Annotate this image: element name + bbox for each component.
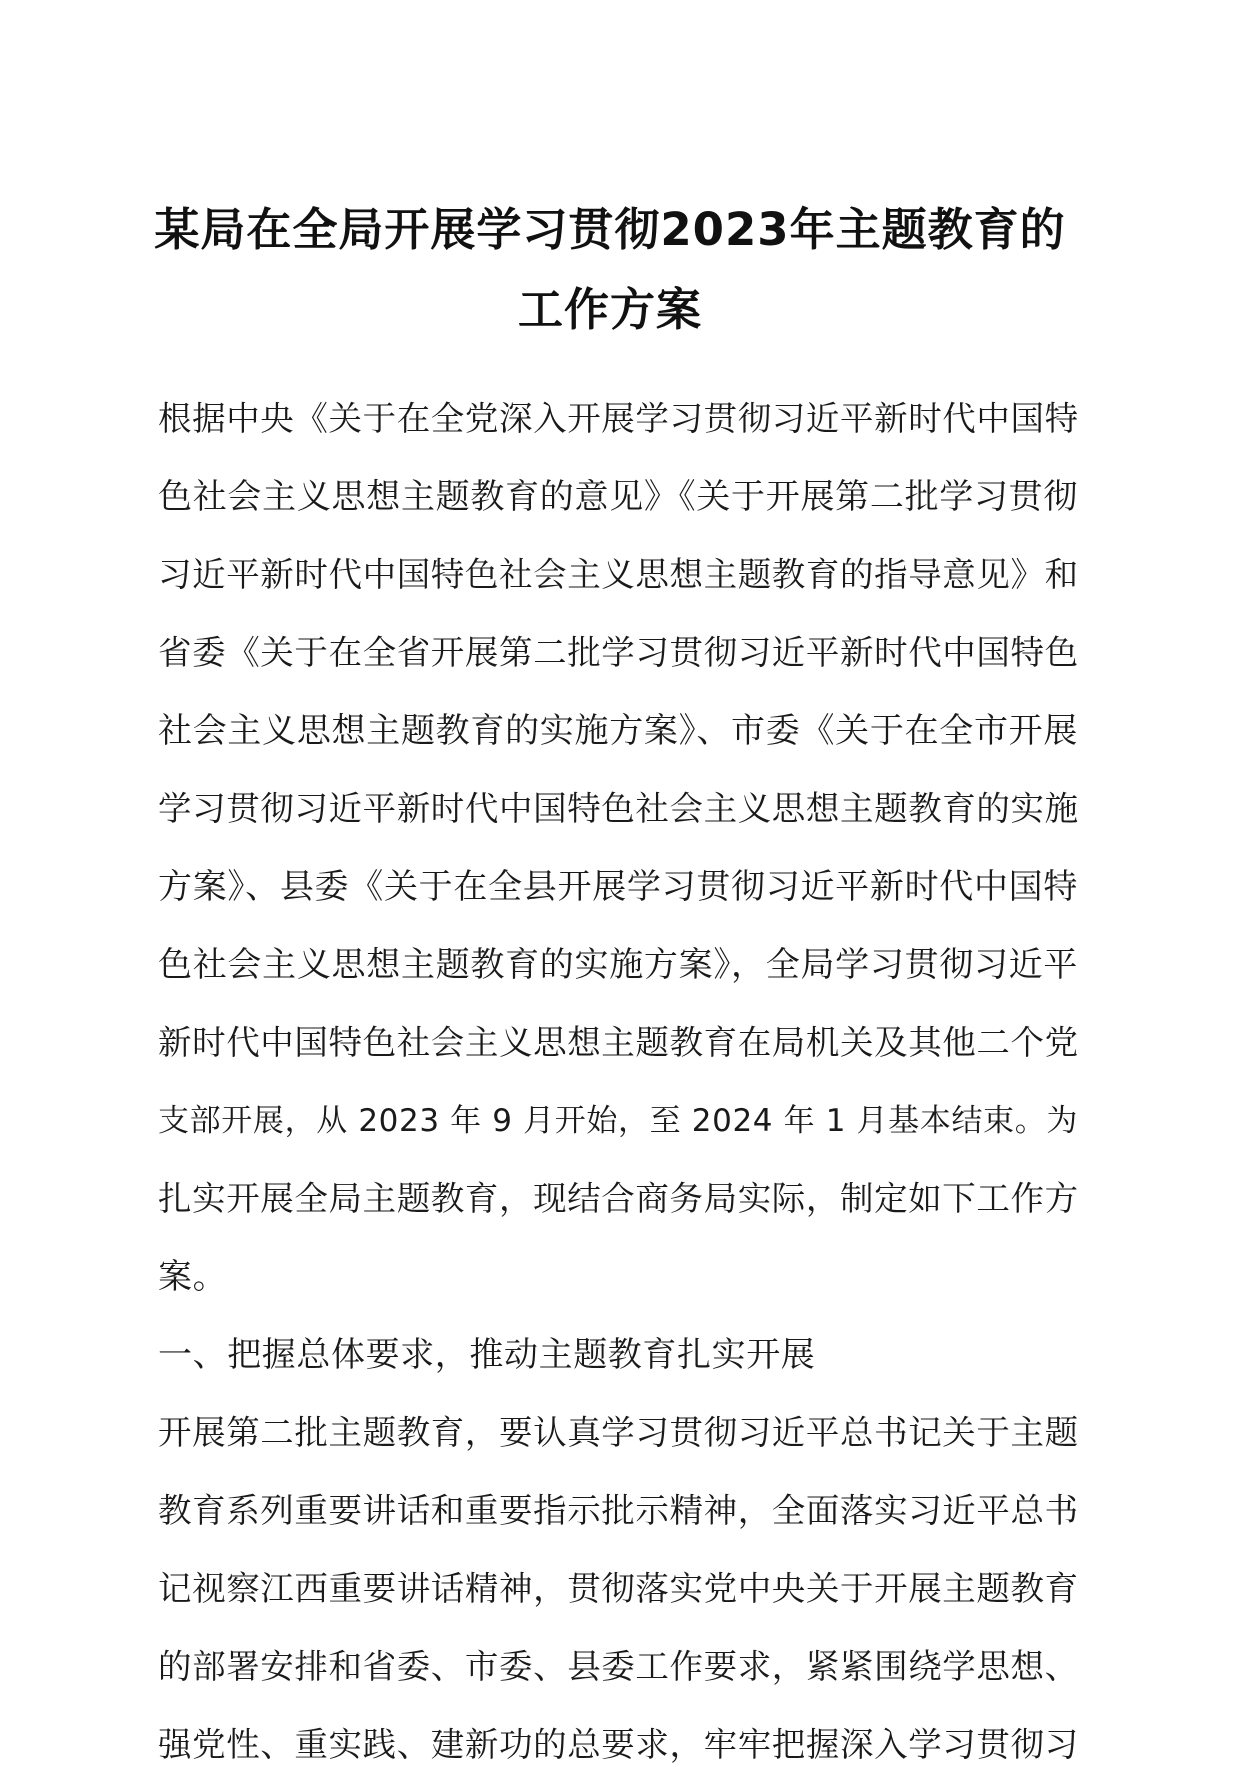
paragraph-2-line: 强党性、重实践、建新功的总要求，牢牢把握深入学习贯彻习 [158, 1725, 1079, 1764]
paragraph-1-line: 省委《关于在全省开展第二批学习贯彻习近平新时代中国特色 [158, 633, 1079, 672]
paragraph-1-line: 学习贯彻习近平新时代中国特色社会主义思想主题教育的实施 [158, 789, 1079, 828]
paragraph-2-line: 教育系列重要讲话和重要指示批示精神，全面落实习近平总书 [158, 1491, 1079, 1530]
paragraph-1-line: 方案》、县委《关于在全县开展学习贯彻习近平新时代中国特 [158, 867, 1078, 907]
section-heading-1: 一、把握总体要求，推动主题教育扎实开展 [158, 1335, 816, 1375]
paragraph-2-line: 记视察江西重要讲话精神，贯彻落实党中央关于开展主题教育 [158, 1569, 1079, 1608]
paragraph-1-line: 支部开展，从 2023 年 9 月开始，至 2024 年 1 月基本结束。为 [158, 1103, 1078, 1139]
paragraph-1-line: 新时代中国特色社会主义思想主题教育在局机关及其他二个党 [158, 1023, 1079, 1062]
document-body [158, 380, 1078, 1784]
paragraph-1-line: 根据中央《关于在全党深入开展学习贯彻习近平新时代中国特 [158, 399, 1079, 438]
paragraph-2-line: 开展第二批主题教育，要认真学习贯彻习近平总书记关于主题 [158, 1413, 1079, 1452]
paragraph-1-line: 社会主义思想主题教育的实施方案》、市委《关于在全市开展 [158, 711, 1078, 751]
paragraph-1-line: 习近平新时代中国特色社会主义思想主题教育的指导意见》和 [158, 555, 1079, 594]
paragraph-2-line: 的部署安排和省委、市委、县委工作要求，紧紧围绕学思想、 [158, 1647, 1079, 1686]
document-title-line-1: 某局在全局开展学习贯彻2023年主题教育的 [154, 203, 1066, 256]
paragraph-1-line-last: 案。 [158, 1257, 228, 1297]
paragraph-1-line: 色社会主义思想主题教育的意见》《关于开展第二批学习贯彻 [158, 477, 1078, 517]
paragraph-1-line: 色社会主义思想主题教育的实施方案》，全局学习贯彻习近平 [158, 945, 1078, 985]
document-title-line-2: 工作方案 [517, 283, 702, 336]
paragraph-1-line: 扎实开展全局主题教育，现结合商务局实际，制定如下工作方 [158, 1179, 1079, 1218]
